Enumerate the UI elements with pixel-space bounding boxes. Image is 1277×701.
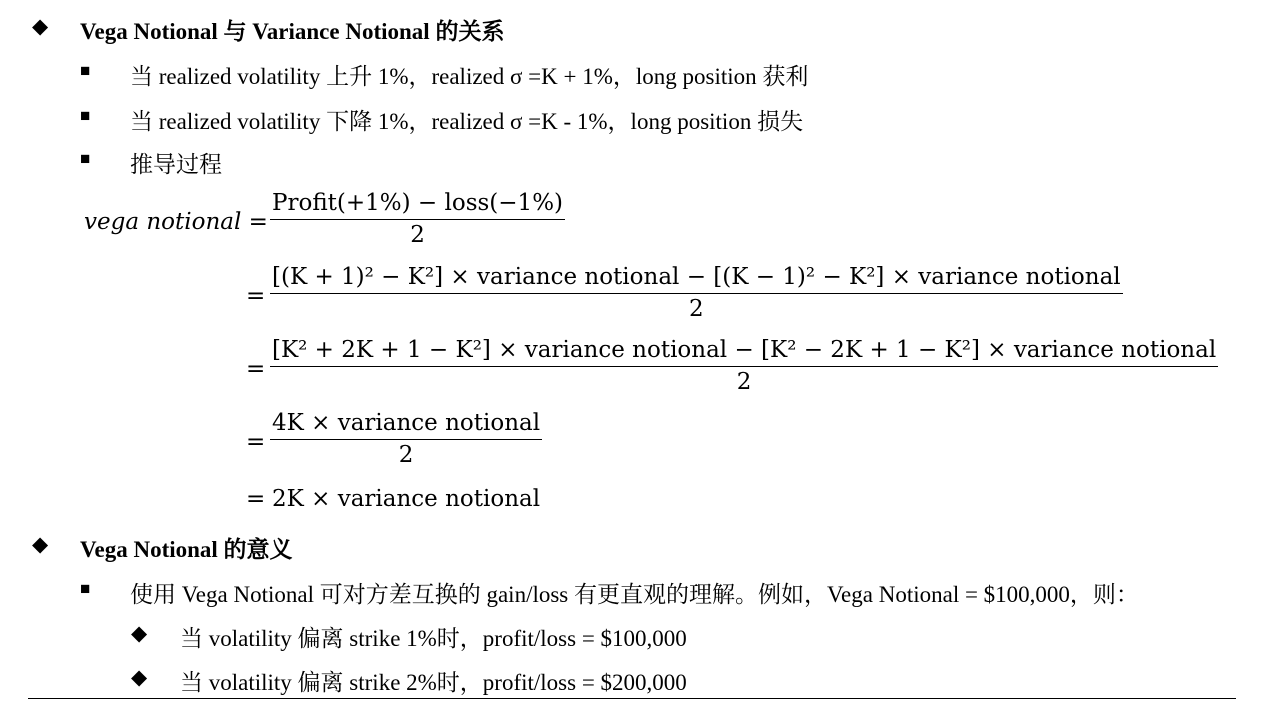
numerator: 4K × variance notional xyxy=(272,410,541,436)
numerator: [K² + 2K + 1 − K²] × variance notional − [K² − 2K + 1 − K²] × variance notional xyxy=(272,337,1217,363)
fraction-step-3 xyxy=(270,337,1218,395)
square-bullet-icon: ■ xyxy=(80,579,91,598)
diamond-bullet-icon: ◆ xyxy=(32,14,49,38)
section-heading-meaning: Vega Notional 的意义 xyxy=(80,537,293,562)
diamond-bullet-icon: ◆ xyxy=(131,621,148,645)
diamond-bullet-icon: ◆ xyxy=(131,665,148,689)
list-item: 当 realized volatility 上升 1%，realized σ =K + 1%，long position 获利 xyxy=(130,64,809,89)
sub-list-item: 当 volatility 偏离 strike 1%时，profit/loss = $100,000 xyxy=(180,626,687,651)
denominator: 2 xyxy=(398,442,414,468)
equals-sign: = xyxy=(246,356,266,382)
fraction-step-1 xyxy=(270,190,565,248)
list-item: 当 realized volatility 下降 1%，realized σ =K - 1%，long position 损失 xyxy=(130,109,804,134)
denominator: 2 xyxy=(689,296,704,322)
denominator: 2 xyxy=(736,369,752,395)
square-bullet-icon: ■ xyxy=(80,106,91,125)
sub-list-item: 当 volatility 偏离 strike 2%时，profit/loss = $200,000 xyxy=(180,670,687,695)
equals-sign: = xyxy=(246,429,266,455)
square-bullet-icon: ■ xyxy=(80,149,91,168)
list-item: 推导过程 xyxy=(130,152,222,177)
bottom-divider xyxy=(28,698,1236,699)
fraction-step-2 xyxy=(270,264,1123,322)
denominator: 2 xyxy=(410,222,425,248)
section-heading-relationship: Vega Notional 与 Variance Notional 的关系 xyxy=(80,19,505,44)
numerator: Profit(+1%) − loss(−1%) xyxy=(272,190,564,216)
diamond-bullet-icon: ◆ xyxy=(32,532,49,556)
equation-result: 2K × variance notional xyxy=(272,486,541,512)
square-bullet-icon: ■ xyxy=(80,61,91,80)
numerator: [(K + 1)² − K²] × variance notional − [(K − 1)² − K²] × variance notional xyxy=(272,264,1121,290)
equals-sign: = xyxy=(246,486,266,512)
equation-lhs: vega notional = xyxy=(84,209,268,235)
equals-sign: = xyxy=(246,283,266,309)
fraction-step-4 xyxy=(270,410,542,468)
list-item: 使用 Vega Notional 可对方差互换的 gain/loss 有更直观的理解。例如，Vega Notional = $100,000，则： xyxy=(130,582,1139,607)
